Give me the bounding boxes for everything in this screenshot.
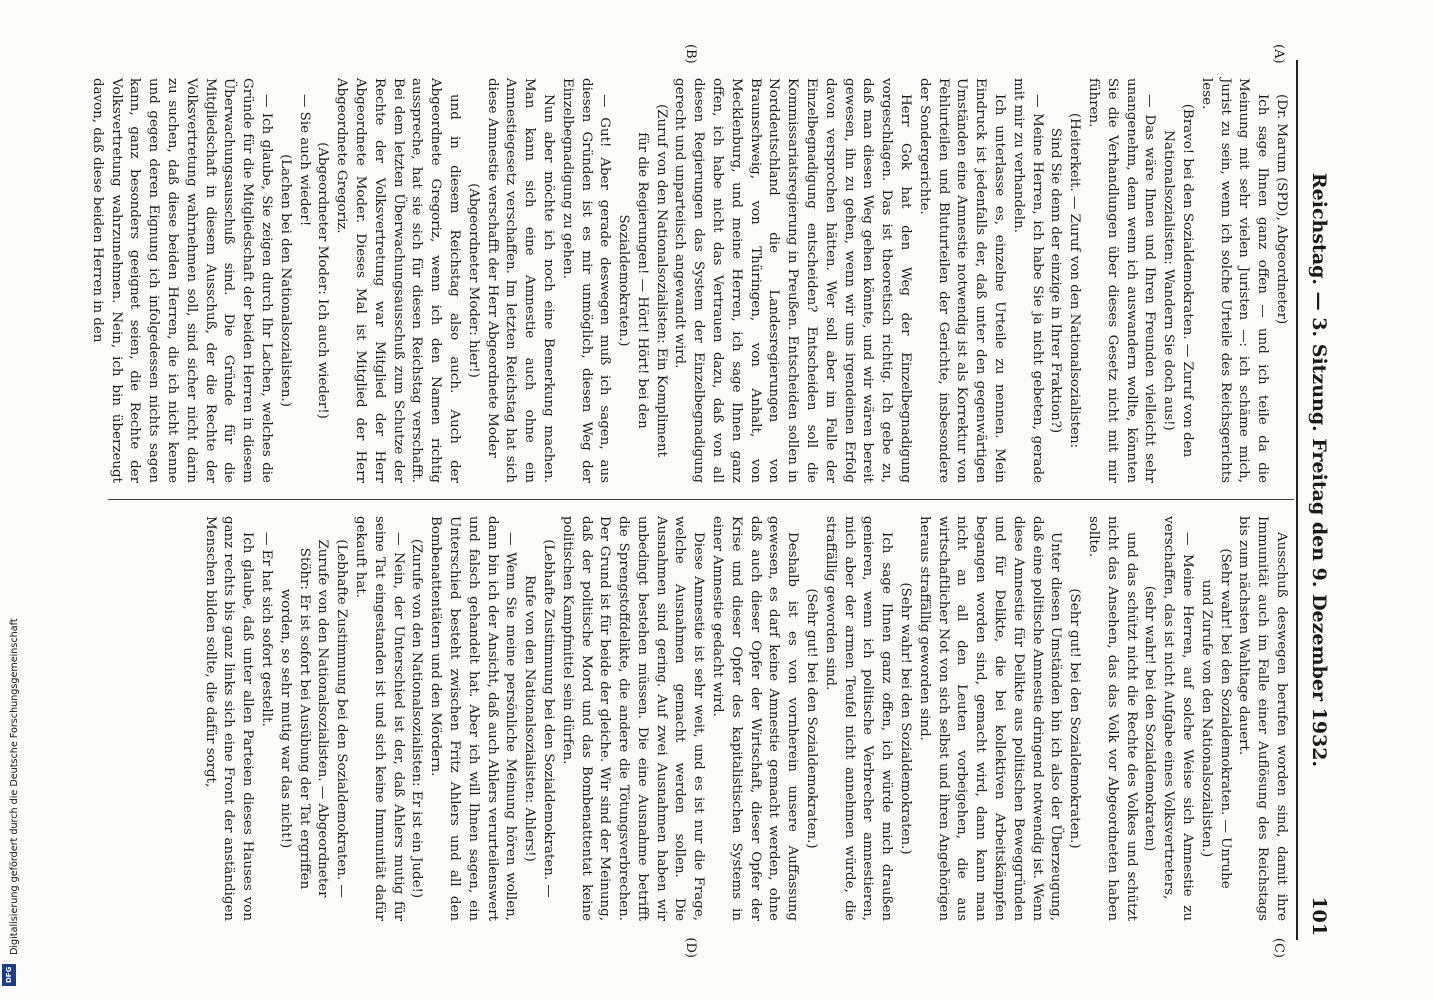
right-interjection: (Lebhafte Zustimmung bei den Sozialdemokraten. — Zurufe von den Nationalsozialisten. — Abgeordneter Stöhr: Er ist sofort bei Ausübung der Tat ergriffen worden, so sehr mutig war das nicht!) (277, 539, 350, 898)
digitization-footer (0, 0, 18, 992)
right-paragraph: Unter diesen Umständen bin ich also der Überzeugung, daß eine politische Amnestie dringend notwendig ist. Wenn diese Amnestie für Delikte aus politischen Beweggründen und für Delikte, die bei kollektiven Arbeitskämpfen begangen worden sind, gemacht wird, dann kann man nicht an all den Leuten vorbeigehen, die aus wirtschaftlicher Not von sich selbst und ihren Angehörigen heraus straffällig geworden sind. (916, 516, 1064, 921)
margin-marker-a: (A) (1271, 44, 1286, 64)
margin-marker-c: (C) (1271, 937, 1286, 958)
margin-marker-b: (B) (683, 44, 698, 64)
page-title: Reichstag. — 3. Sitzung. Freitag den 9. Dezember 1932. (1308, 172, 1330, 768)
right-paragraph: Ich glaube, daß unter allen Parteien dieses Hauses von ganz rechts bis ganz links sich eine Front der anständigen Menschen bilden sollte, die dafür sorgt, (202, 516, 256, 921)
right-interjection: (Zurufe von den Nationalsozialisten: Er ist ein Jude!) (409, 538, 425, 899)
left-interjection: (Abgeordneter Moder: Ich auch wieder!) (315, 142, 331, 419)
right-interjection: (sehr wahr! bei den Sozialdemokraten) (1142, 585, 1158, 852)
left-paragraph: — Sie auch wieder! (296, 94, 312, 227)
header-rule (1296, 60, 1298, 940)
left-paragraph: Ich unterlasse es, einzelne Urteile zu nennen. Mein Eindruck ist jedenfalls der, daß unter den gegenwärtigen Umständen eine Amnestie notwendig ist als Korrektur von Fehlurteilen und Bluturteilen der Gerichte, insbesondere der Sondergerichte. (916, 78, 1008, 483)
left-interjection: (Abgeordneter Moder: hier!) (465, 183, 481, 378)
digitization-note: Digitalisierung gefördert durch die Deutsche Forschungsgemeinschaft (9, 618, 20, 955)
dfg-logo: DFG (2, 964, 16, 986)
right-paragraph: — Nein, der Unterschied ist der, daß Ahlers mutig für seine Tat eingestanden ist und sich keine Immunität dafür gekauft hat. (352, 516, 406, 921)
right-paragraph: — Er hat sich sofort gestellt. (258, 532, 274, 727)
right-interjection: (Sehr gut! bei den Sozialdemokraten.) (1067, 588, 1083, 849)
right-interjection: (Sehr gut! bei den Sozialdemokraten.) (804, 588, 820, 849)
right-interjection: (Sehr wahr! bei den Sozialdemokraten.) (898, 582, 914, 855)
left-column (87, 78, 1290, 483)
left-interjection: (Bravo! bei den Sozialdemokraten. — Zuruf von den Nationalsozialisten: Wandern Sie doch aus!) (1161, 103, 1196, 458)
left-interjection: (Lachen bei den Nationalsozialisten.) (277, 154, 293, 407)
left-interjection: (Heiterkeit. — Zuruf von den Nationalsozialisten: Sind Sie denn der einzige in Ihrer Fraktion?) (1048, 112, 1083, 449)
page-header (1300, 64, 1330, 936)
left-paragraph: — Gut! Aber gerade deswegen muß ich sagen, aus diesen Gründen ist es mir unmöglich, diesen Weg der Einzelbegnadigung zu gehen. (559, 78, 613, 483)
right-paragraph: — Wenn Sie meine persönliche Meinung hören wollen, dann bin ich der Ansicht, daß auch Ahlers verurteilenswert und falsch gehandelt hat. Aber ich will Ihnen sagen, ein Unterschied besteht zwischen Fritz Ahlers und all den Bombenattentätern und den Mördern. (428, 516, 519, 921)
margin-marker-d: (D) (683, 937, 698, 958)
right-paragraph: Diese Amnestie ist sehr weit, und es ist nur die Frage, welche Ausnahmen gemacht werden sollen. Die Ausnahmen sind gering. Auf zwei Ausnahmen haben wir unbedingt bestehen müssen. Die eine Ausnahme betrifft die Sprengstoffdelikte, die andere die Tötungsverbrechen. Der Grund ist für beide der gleiche. Wir sind der Meinung, daß der politische Mord und das Bombenattentat keine politischen Kampfmittel sein dürfen. (559, 516, 707, 921)
right-paragraph: — Meine Herren, auf solche Weise sich Amnestie zu verschaffen, das ist nicht Aufgabe eines Volksvertreters, (1161, 516, 1196, 921)
right-paragraph: Ausschuß deswegen berufen worden sind, damit ihre Immunität auch im Falle einer Auflösung des Reichstags bis zum nächsten Wahltage dauert. (1236, 516, 1289, 921)
column-divider (108, 499, 1294, 500)
right-column (200, 516, 1290, 921)
page-number: 101 (1308, 896, 1330, 936)
right-interjection: (Lebhafte Zustimmung bei den Sozialdemokraten. — Rufe von den Nationalsozialisten: Ahlers!) (522, 539, 556, 898)
left-speaker-line: (Dr. Marum (SPD), Abgeordneter) (1274, 94, 1289, 325)
right-interjection: (Sehr wahr! bei den Sozialdemokraten. — Unruhe und Zurufe von den Nationalsozialisten.) (1198, 548, 1233, 889)
left-interjection: (Zuruf von den Nationalsozialisten: Ein Kompliment für die Regierungen! — Hört! Hört! bei den Sozialdemokraten.) (616, 103, 669, 458)
right-paragraph: Deshalb ist es von vornherein unsere Auffassung gewesen, es darf keine Amnestie gemacht werden, ohne daß auch dieser Opfer der Wirtschaft, dieser Opfer der Krise und dieser Opfer des kapitalistischen Systems in einer Amnestie gedacht wird. (710, 516, 801, 921)
left-paragraph: Nun aber möchte ich noch eine Bemerkung machen. Man kann sich eine Amnestie auch ohne ein Amnestiegesetz verschaffen. Im letzten Reichstag hat sich diese Amnestie verschafft der Herr Abgeordnete Moder (484, 78, 556, 483)
left-paragraph: und in diesem Reichstag also auch. Auch der Abgeordnete Gregoriz, wenn ich den Namen richtig ausspreche, hat sie sich für diesen Reichstag verschafft. Bei dem letzten Überwachungsausschuß zum Schutze der Rechte der Volksvertretung war Mitglied der Herr Abgeordnete Moder. Dieses Mal ist Mitglied der Herr Abgeordnete Gregoriz. (334, 78, 462, 483)
printed-page (89, 40, 1338, 960)
left-paragraph: — Ich glaube, Sie zeigen durch Ihr Lachen, welches die Gründe für die Mitgliedschaft der beiden Herren in diesem Überwachungsausschuß sind. Die Gründe für die Mitgliedschaft in diesem Ausschuß, der die Rechte der Volksvertretung wahrnehmen soll, sind sicher nicht darin zu suchen, daß diese beiden Herren, die ich nicht kenne und gegen deren Eignung ich infolgedessen nichts sagen kann, ganz besonders geeignet seien, die Rechte der Volksvertretung wahrzunehmen. Nein, ich bin überzeugt davon, daß diese beiden Herren in den (89, 78, 274, 483)
left-paragraph: — Meine Herren, ich habe Sie ja nicht gebeten, gerade mit mir zu verhandeln. (1010, 78, 1045, 483)
left-paragraph: Ich sage Ihnen ganz offen — und ich teile da die Meinung mit sehr vielen Juristen —: ich schäme mich, Jurist zu sein, wenn ich solche Urteile des Reichsgerichts lese. (1198, 78, 1271, 483)
right-paragraph: Ich sage Ihnen ganz offen, ich würde mich draußen genieren, wenn ich politische Verbrecher amnestieren, mich aber der armen Teufel nicht annehmen würde, die straffällig geworden sind. (822, 516, 895, 921)
left-paragraph: — Das wäre Ihnen und Ihren Freunden vielleicht sehr unangenehm, denn wenn ich auswandern wollte, könnten Sie die Verhandlungen über dieses Gesetz nicht mit mir führen. (1086, 78, 1158, 483)
right-paragraph: und das schützt nicht die Rechte des Volkes und schützt nicht das Ansehen, das das Volk vor Abgeordneten haben sollte. (1086, 516, 1139, 921)
left-paragraph: Herr Gok hat den Weg der Einzelbegnadigung vorgeschlagen. Das ist theoretisch richtig. Ich gebe zu, daß man diesen Weg gehen könnte, und wir wären bereit gewesen, ihn zu gehen, wenn wir uns irgendeinen Erfolg davon versprochen hätten. Wer soll aber im Falle der Einzelbegnadigung entscheiden? Entscheiden soll die Kommissariatsregierung in Preußen. Entscheiden sollen in Norddeutschland die Landesregierungen von Braunschweig, von Thüringen, von Anhalt, von Mecklenburg, und meine Herren, ich sage Ihnen ganz offen, ich habe nicht das Vertrauen dazu, daß von all diesen Regierungen das System der Einzelbegnadigung gerecht und unparteiisch angewandt wird. (672, 78, 914, 483)
